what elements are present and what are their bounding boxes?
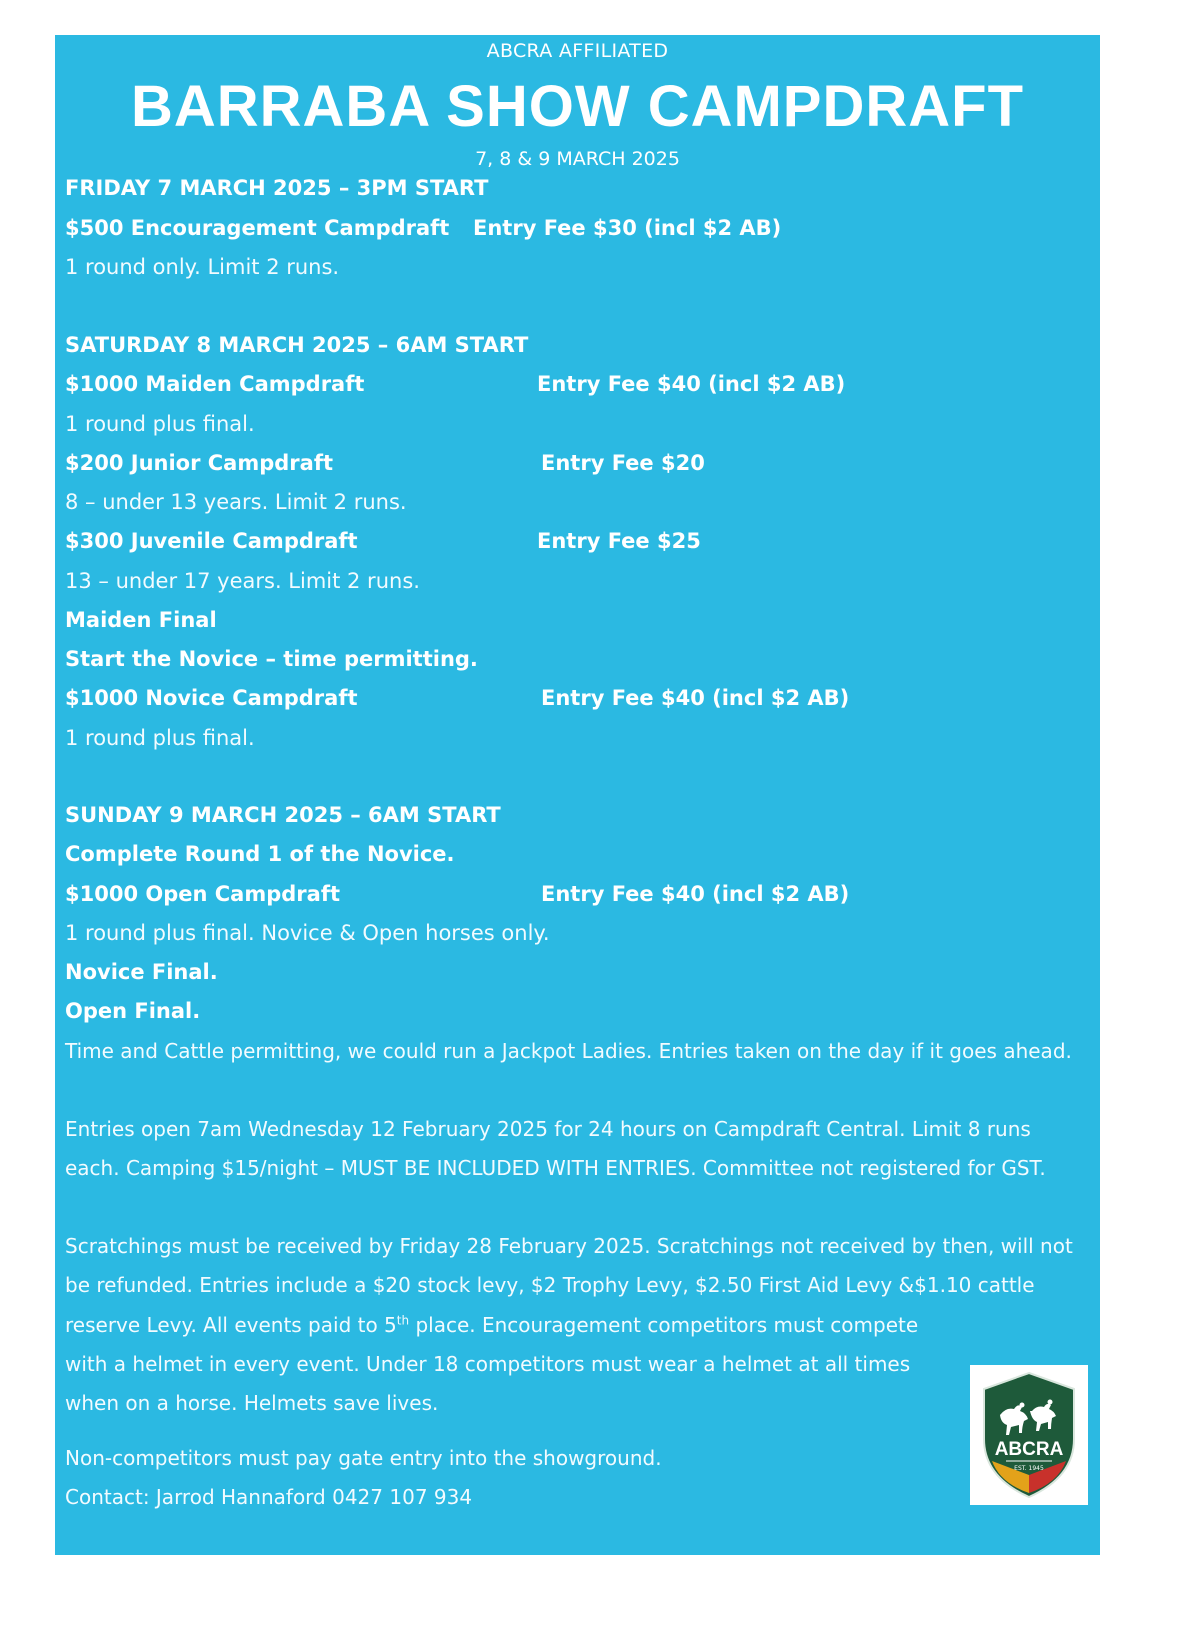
- scratchings-line-2: be refunded. Entries include a $20 stock levy, $2 Trophy Levy, $2.50 First Aid Levy &$1.10 cattle: [65, 1273, 1035, 1297]
- junior-event-note: 8 – under 13 years. Limit 2 runs.: [65, 490, 407, 514]
- juvenile-event-fee: Entry Fee $25: [537, 529, 701, 553]
- scratchings-line-3b: place. Encouragement competitors must compete: [409, 1313, 919, 1337]
- start-novice: Start the Novice – time permitting.: [65, 647, 478, 671]
- sunday-heading: SUNDAY 9 MARCH 2025 – 6AM START: [65, 803, 501, 827]
- friday-event-note: 1 round only. Limit 2 runs.: [65, 255, 340, 279]
- affiliated-label: ABCRA AFFILIATED: [486, 40, 669, 62]
- friday-event-name: $500 Encouragement Campdraft: [65, 216, 450, 240]
- novice-event-name: $1000 Novice Campdraft: [65, 686, 358, 710]
- saturday-heading: SATURDAY 8 MARCH 2025 – 6AM START: [65, 333, 529, 357]
- maiden-event-name: $1000 Maiden Campdraft: [65, 372, 365, 396]
- juvenile-event-note: 13 – under 17 years. Limit 2 runs.: [65, 569, 420, 593]
- scratchings-line-3: [65, 1312, 918, 1338]
- abcra-shield-icon: [970, 1365, 1088, 1505]
- novice-event-fee: Entry Fee $40 (incl $2 AB): [541, 686, 850, 710]
- complete-round: Complete Round 1 of the Novice.: [65, 842, 455, 866]
- gate-entry-note: Non-competitors must pay gate entry into the showground.: [65, 1446, 662, 1470]
- entries-line-1: Entries open 7am Wednesday 12 February 2025 for 24 hours on Campdraft Central. Limit 8 runs: [65, 1117, 1031, 1141]
- event-dates: 7, 8 & 9 MARCH 2025: [475, 148, 680, 170]
- maiden-final: Maiden Final: [65, 608, 217, 632]
- scratchings-line-1: Scratchings must be received by Friday 28 February 2025. Scratchings not received by then, will not: [65, 1234, 1073, 1258]
- juvenile-event-name: $300 Juvenile Campdraft: [65, 529, 358, 553]
- junior-event-name: $200 Junior Campdraft: [65, 451, 333, 475]
- abcra-logo: [970, 1365, 1088, 1505]
- maiden-event-note: 1 round plus final.: [65, 412, 255, 436]
- scratchings-line-3a: reserve Levy. All events paid to 5: [65, 1313, 397, 1337]
- open-event-name: $1000 Open Campdraft: [65, 882, 340, 906]
- novice-event-note: 1 round plus final.: [65, 726, 255, 750]
- jackpot-note: Time and Cattle permitting, we could run a Jackpot Ladies. Entries taken on the day if it goes ahead.: [65, 1039, 1072, 1063]
- maiden-event-fee: Entry Fee $40 (incl $2 AB): [537, 372, 846, 396]
- svg-text:EST. 1945: EST. 1945: [1014, 1465, 1044, 1472]
- open-final: Open Final.: [65, 999, 201, 1023]
- poster-panel: [55, 35, 1100, 1555]
- open-event-fee: Entry Fee $40 (incl $2 AB): [541, 882, 850, 906]
- entries-line-2: each. Camping $15/night – MUST BE INCLUDED WITH ENTRIES. Committee not registered for GST.: [65, 1156, 1046, 1180]
- contact-line: Contact: Jarrod Hannaford 0427 107 934: [65, 1485, 473, 1509]
- scratchings-line-4: with a helmet in every event. Under 18 competitors must wear a helmet at all times: [65, 1352, 911, 1376]
- junior-event-fee: Entry Fee $20: [541, 451, 705, 475]
- open-event-note: 1 round plus final. Novice & Open horses only.: [65, 921, 550, 945]
- friday-heading: FRIDAY 7 MARCH 2025 – 3PM START: [65, 176, 489, 200]
- novice-final: Novice Final.: [65, 960, 218, 984]
- ordinal-suffix: th: [396, 1313, 410, 1328]
- event-title: BARRABA SHOW CAMPDRAFT: [131, 74, 1024, 139]
- scratchings-line-5: when on a horse. Helmets save lives.: [65, 1391, 439, 1415]
- friday-event-fee: Entry Fee $30 (incl $2 AB): [473, 216, 782, 240]
- svg-text:ABCRA: ABCRA: [994, 1439, 1064, 1460]
